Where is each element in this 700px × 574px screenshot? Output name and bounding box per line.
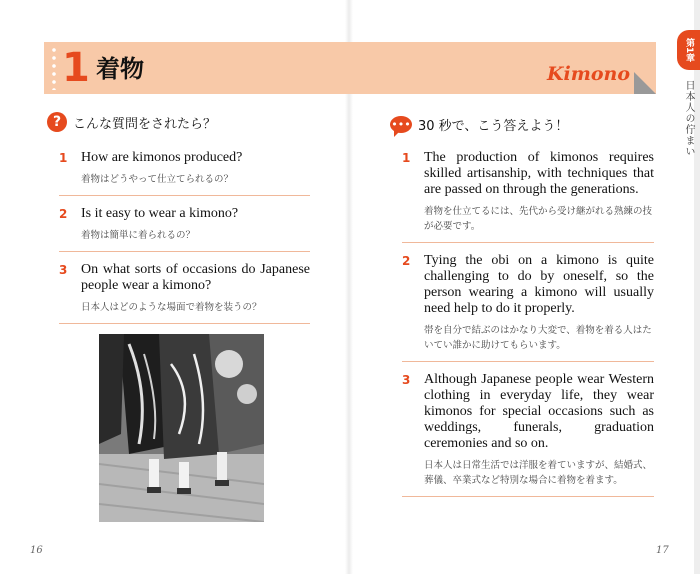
chapter-number: 1 bbox=[62, 45, 90, 91]
question-english: On what sorts of occasions do Japanese people wear a kimono? bbox=[81, 262, 310, 293]
question-list bbox=[59, 150, 310, 334]
list-item bbox=[402, 253, 654, 362]
kimono-photo-illustration bbox=[99, 334, 264, 522]
list-item bbox=[59, 206, 310, 252]
question-english: How are kimonos produced? bbox=[81, 150, 243, 165]
answer-japanese: 着物を仕立てるには、先代から受け継がれる熟練の技が必要です。 bbox=[424, 206, 653, 232]
list-item bbox=[402, 372, 654, 497]
answer-heading-text: 30 秒で、こう答えよう！ bbox=[418, 119, 569, 134]
item-number: 2 bbox=[59, 207, 68, 221]
list-item bbox=[402, 150, 654, 243]
item-number: 2 bbox=[402, 254, 411, 268]
binder-dots bbox=[50, 46, 58, 90]
chapter-title: 着物 bbox=[96, 55, 144, 83]
answer-section-heading bbox=[390, 115, 568, 134]
question-japanese: 着物は簡単に着られるの？ bbox=[81, 230, 196, 241]
item-number: 3 bbox=[59, 263, 68, 277]
answer-list bbox=[402, 150, 654, 507]
chapter-side-label: 日本人の佇まい bbox=[683, 80, 694, 157]
item-number: 1 bbox=[59, 151, 68, 165]
page-number-right: 17 bbox=[656, 545, 669, 556]
question-icon: ? bbox=[47, 112, 67, 132]
item-number: 3 bbox=[402, 373, 411, 387]
question-section-heading bbox=[47, 112, 216, 132]
answer-english: Although Japanese people wear Western clothing in everyday life, they wear kimonos for special occasions such as weddings, funerals, graduation ceremonies and so on. bbox=[424, 372, 654, 451]
list-item bbox=[59, 262, 310, 324]
chapter-title-english: Kimono bbox=[547, 63, 630, 85]
answer-japanese: 帯を自分で結ぶのはかなり大変で、着物を着る人はたいてい誰かに助けてもらいます。 bbox=[424, 325, 652, 351]
list-item bbox=[59, 150, 310, 196]
question-japanese: 着物はどうやって仕立てられるの？ bbox=[81, 174, 234, 185]
kimono-photo bbox=[99, 334, 264, 522]
answer-english: Tying the obi on a kimono is quite challenging to do by oneself, so the person wearing a kimono will usually need help to do it properly. bbox=[424, 253, 654, 316]
item-number: 1 bbox=[402, 151, 411, 165]
speech-bubble-icon: ••• bbox=[390, 116, 412, 133]
chapter-side-tab: 第1章 bbox=[677, 30, 700, 70]
page-curl-corner bbox=[634, 72, 656, 94]
answer-japanese: 日本人は日常生活では洋服を着ていますが、結婚式、葬儀、卒業式など特別な場合に着物を着ます。 bbox=[424, 460, 653, 486]
answer-english: The production of kimonos requires skilled artisanship, with techniques that are passed on through the generations. bbox=[424, 150, 654, 197]
question-heading-text: こんな質問をされたら？ bbox=[73, 116, 217, 132]
page-number-left: 16 bbox=[30, 545, 43, 556]
question-japanese: 日本人はどのような場面で着物を装うの？ bbox=[81, 302, 262, 313]
question-english: Is it easy to wear a kimono? bbox=[81, 206, 239, 221]
